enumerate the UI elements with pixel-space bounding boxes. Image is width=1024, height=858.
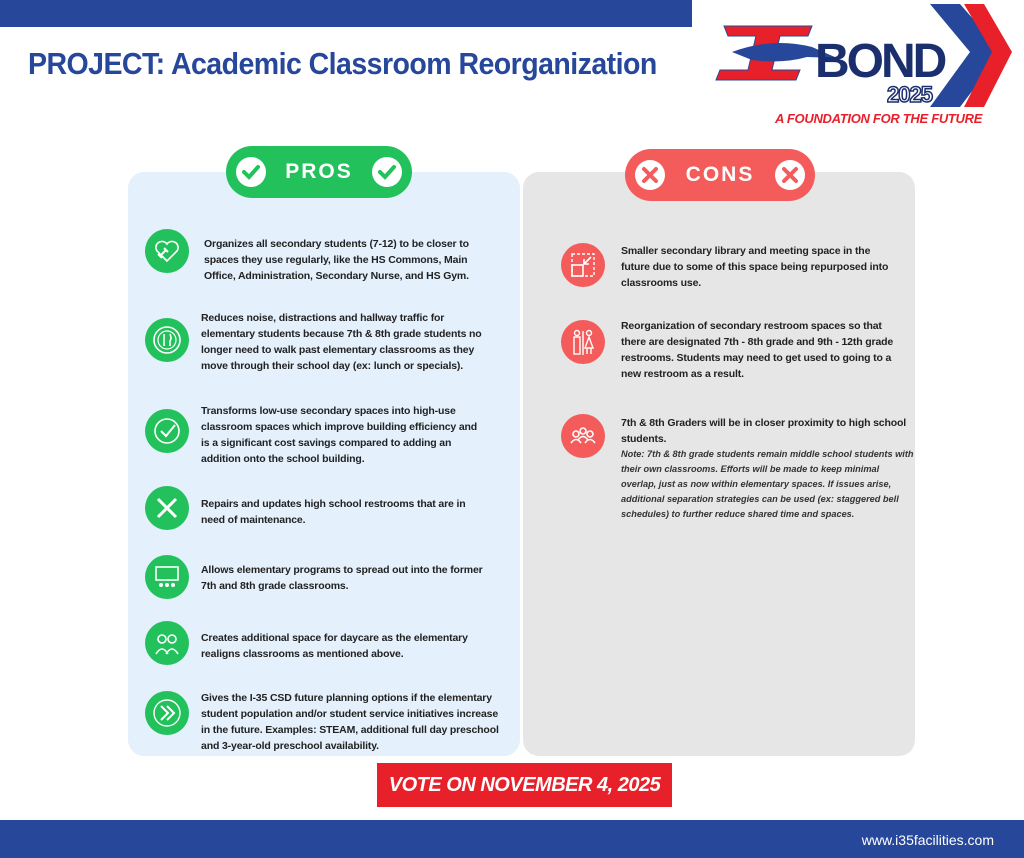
text-line: Smaller secondary library and meeting space in the: [621, 245, 871, 257]
tools-icon: [145, 486, 189, 530]
text-line: in the future. Examples: STEAM, additional full day preschool: [201, 724, 499, 736]
text-line: Creates additional space for daycare as the elementary: [201, 632, 468, 644]
text-line: is a significant cost savings compared to adding an: [201, 437, 452, 449]
text-line: longer need to walk past elementary classrooms as they: [201, 344, 475, 356]
check-icon: [236, 157, 266, 187]
text-line: spaces they use regularly, like the HS Commons, Main: [204, 254, 468, 266]
pros-header: [226, 146, 412, 198]
note-line: additional separation strategies can be used (ex: staggered bell: [621, 494, 899, 504]
text-line: student population and/or student service initiatives increase: [201, 708, 499, 720]
text-line: need of maintenance.: [201, 514, 306, 526]
note-line: their own classrooms. Efforts will be made to keep minimal: [621, 464, 880, 474]
text-line: new restroom as a result.: [621, 368, 744, 380]
checkmark-circle-icon: [145, 409, 189, 453]
check-icon: [372, 157, 402, 187]
restroom-icon: [561, 320, 605, 364]
classroom-icon: [145, 555, 189, 599]
heart-dumbbell-icon: [145, 229, 189, 273]
text-line: realigns classrooms as mentioned above.: [201, 648, 404, 660]
note-line: Note: 7th & 8th grade students remain middle school students with: [621, 449, 914, 459]
text-line: Repairs and updates high school restrooms that are in: [201, 498, 466, 510]
cons-header: [625, 149, 815, 201]
text-line: Reorganization of secondary restroom spaces so that: [621, 320, 882, 332]
text-line: and 3-year-old preschool availability.: [201, 740, 379, 752]
text-line: Organizes all secondary students (7-12) to be closer to: [204, 238, 469, 250]
text-line: Transforms low-use secondary spaces into high-use: [201, 405, 456, 417]
text-line: Reduces noise, distractions and hallway traffic for: [201, 312, 445, 324]
cons-label: CONS: [685, 163, 755, 186]
pros-label: PROS: [285, 160, 353, 183]
text-line: Allows elementary programs to spread out into the former: [201, 564, 483, 576]
pros-item-text: [201, 690, 499, 754]
text-line: move through their school day (ex: lunch or specials).: [201, 360, 464, 372]
pros-item-text: [204, 236, 469, 284]
pros-item-text: [201, 496, 466, 528]
pros-item-text: [201, 310, 482, 374]
footer-url[interactable]: www.i35facilities.com: [861, 832, 994, 848]
note-line: schedules) to further reduce shared time and spaces.: [621, 509, 855, 519]
x-icon: [775, 160, 805, 190]
plate-utensils-icon: [145, 318, 189, 362]
text-line: elementary students because 7th & 8th grade students no: [201, 328, 482, 340]
top-banner-bar: [0, 0, 692, 27]
text-line: Gives the I-35 CSD future planning options if the elementary: [201, 692, 492, 704]
shrink-space-icon: [561, 243, 605, 287]
text-line: addition onto the school building.: [201, 453, 365, 465]
text-line: classrooms use.: [621, 277, 702, 289]
text-line: future due to some of this space being repurposed into: [621, 261, 889, 273]
text-line: restrooms. Students may need to get used to going to a: [621, 352, 892, 364]
cons-item-text: [621, 243, 888, 291]
text-line: classroom spaces which improve building efficiency and: [201, 421, 478, 433]
text-line: 7th & 8th Graders will be in closer proximity to high school: [621, 417, 907, 429]
svg-text:BOND: BOND: [815, 35, 945, 88]
cons-item-text: [621, 415, 914, 522]
text-line: students.: [621, 433, 667, 445]
tagline: A FOUNDATION FOR THE FUTURE: [775, 111, 983, 126]
text-line: Office, Administration, Secondary Nurse, and HS Gym.: [204, 270, 469, 282]
cons-item-text: [621, 318, 893, 382]
group-icon: [561, 414, 605, 458]
x-icon: [635, 160, 665, 190]
children-icon: [145, 621, 189, 665]
text-line: 7th and 8th grade classrooms.: [201, 580, 349, 592]
page-title: PROJECT: Academic Classroom Reorganization: [28, 46, 657, 81]
svg-text:2025: 2025: [887, 82, 932, 107]
pros-item-text: [201, 403, 477, 467]
note-line: overlap, just as now within elementary spaces. If issues arise,: [621, 479, 892, 489]
text-line: there are designated 7th - 8th grade and 9th - 12th grade: [621, 336, 894, 348]
pros-item-text: [201, 630, 468, 662]
pros-item-text: [201, 562, 483, 594]
double-chevron-icon: [145, 691, 189, 735]
vote-date-banner: VOTE ON NOVEMBER 4, 2025: [377, 763, 672, 807]
